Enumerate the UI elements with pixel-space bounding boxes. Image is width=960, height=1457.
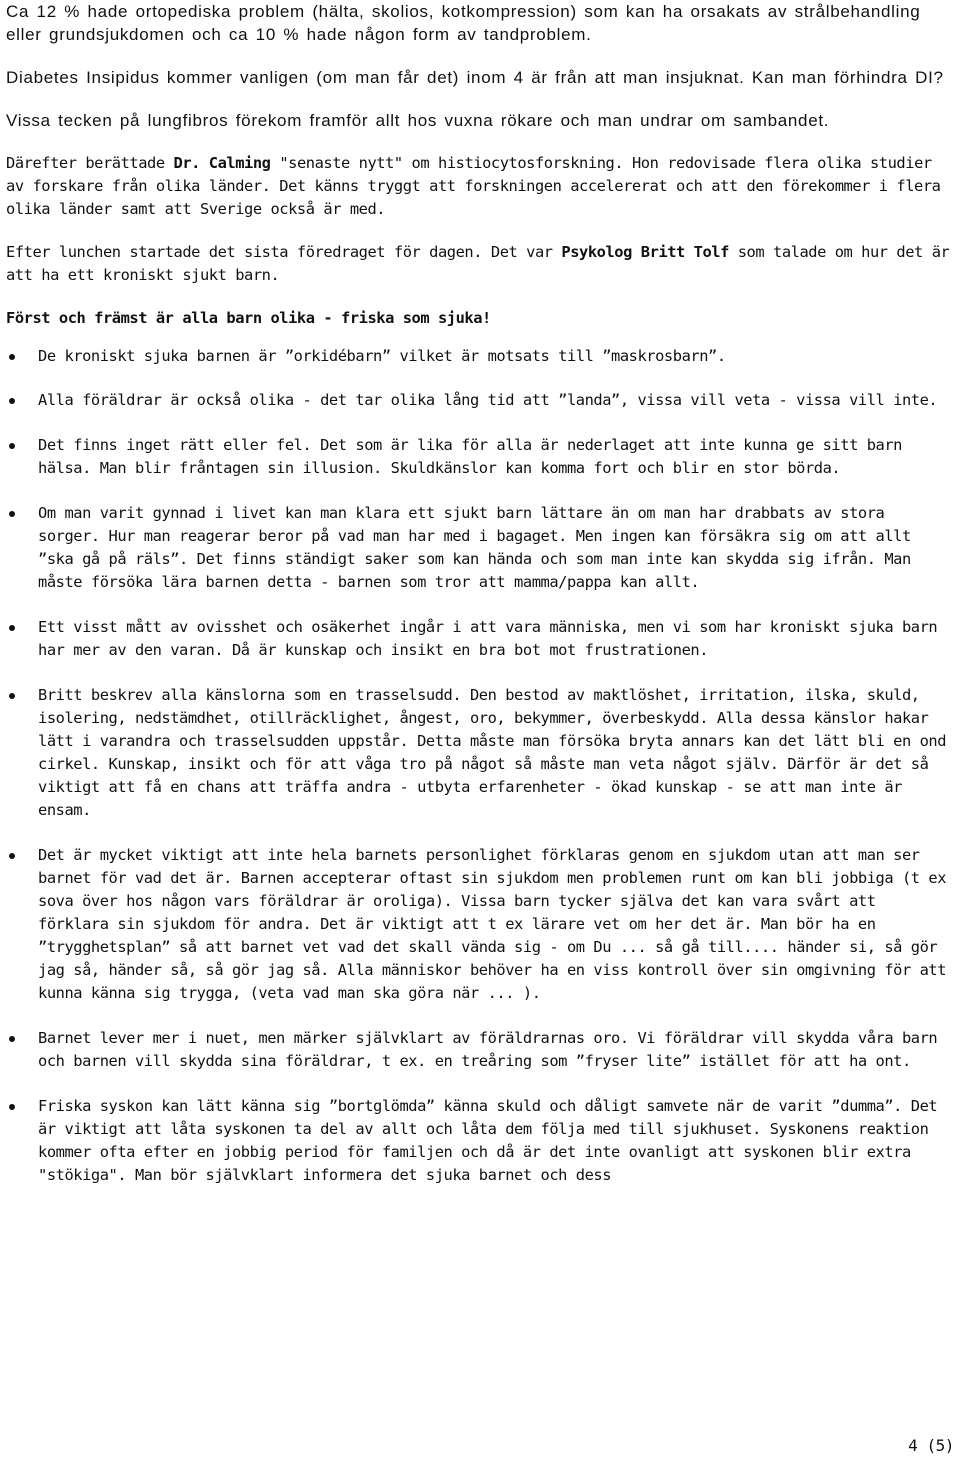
paragraph-ortopediska: Ca 12 % hade ortopediska problem (hälta, skolios, kotkompression) som kan ha orsakats av strålbehandling eller grundsjukdomen och ca 10 % hade någon form av tandproblem. bbox=[6, 2, 921, 44]
document-page bbox=[6, 0, 950, 1187]
text-run: som talade om hur det är att ha ett kroniskt sjukt barn. bbox=[6, 243, 950, 284]
list-item bbox=[6, 502, 950, 594]
list-item bbox=[6, 616, 950, 662]
bullet-icon bbox=[9, 443, 15, 449]
list-item-text: Ett visst mått av ovisshet och osäkerhet ingår i att vara människa, men vi som har kroniskt sjuka barn har mer av den varan. Då är kunskap och insikt en bra bot mot frustrationen. bbox=[38, 618, 938, 659]
bullet-icon bbox=[9, 1104, 15, 1110]
list-item-text: De kroniskt sjuka barnen är ”orkidébarn” vilket är motsats till ”maskrosbarn”. bbox=[38, 347, 726, 365]
list-item-text: Britt beskrev alla känslorna som en trasselsudd. Den bestod av maktlöshet, irritation, ilska, skuld, isolering, nedstämdhet, otillräcklighet, ångest, oro, bekymmer, överbeskydd. Alla dessa känslor hakar lätt i varandra och trasselsudden uppstår. Detta måste man försöka bryta annars kan det lätt bli en ond cirkel. Kunskap, insikt och för att våga tro på något så måste man veta något själv. Därför är det så viktigt att få en chans att träffa andra - utbyta erfarenheter - ökad kunskap - se att man inte är ensam. bbox=[38, 686, 947, 819]
text-run: Därefter berättade bbox=[6, 154, 174, 172]
list-item bbox=[6, 844, 950, 1005]
list-item-text: Friska syskon kan lätt känna sig ”bortglömda” känna skuld och dåligt samvete när de varit ”dumma”. Det är viktigt att låta syskonen ta del av allt och låta dem följa med till sjukhuset. Syskonens reaktion kommer ofta efter en jobbig period för familjen och då är det inte ovanligt att syskonen blir extra "stökiga". Man bör självklart informera det sjuka barnet och dess bbox=[38, 1097, 938, 1184]
text-run: "senaste nytt" om histiocytosforskning. Hon redovisade flera olika studier av forskare från olika länder. Det känns tryggt att forskningen accelererat och att den förekommer i flera olika länder samt att Sverige också är med. bbox=[6, 154, 941, 218]
paragraph-britt-tolf bbox=[6, 241, 950, 287]
list-item-text: Det är mycket viktigt att inte hela barnets personlighet förklaras genom en sjukdom utan att man ser barnet för vad det är. Barnen accepterar oftast sin sjukdom men problemen runt om kan bli jobbiga (t ex sova över hos någon vars föräldrar är oroliga). Vissa barn tycker själva det kan vara svårt att förklara sin sjukdom för andra. Det är viktigt att t ex lärare vet om her det är. Man bör ha en ”trygghetsplan” så att barnet vet vad det skall vända sig - om Du ... så gå till.... händer si, så gör jag så, händer så, så gör jag så. Alla människor behöver ha en viss kontroll över sin omgivning för att kunna känna sig trygga, (veta vad man ska göra när ... ). bbox=[38, 846, 947, 1002]
section-heading: Först och främst är alla barn olika - friska som sjuka! bbox=[6, 309, 491, 327]
list-item-text: Det finns inget rätt eller fel. Det som är lika för alla är nederlaget att inte kunna ge sitt barn hälsa. Man blir fråntagen sin illusion. Skuldkänslor kan komma fort och blir en stor börda. bbox=[38, 436, 902, 477]
list-item-text: Alla föräldrar är också olika - det tar olika lång tid att ”landa”, vissa vill veta - vissa vill inte. bbox=[38, 391, 938, 409]
bullet-icon bbox=[9, 511, 15, 517]
list-item bbox=[6, 345, 950, 368]
bullet-icon bbox=[9, 354, 15, 360]
text-run: Efter lunchen startade det sista föredraget för dagen. Det var bbox=[6, 243, 562, 261]
list-item-text: Om man varit gynnad i livet kan man klara ett sjukt barn lättare än om man har drabbats av stora sorger. Hur man reagerar beror på vad man har med i bagaget. Men ingen kan försäkra sig om att allt ”ska gå på räls”. Det finns ständigt saker som kan hända och som man inte kan skydda sig ifrån. Man måste försöka lära barnen detta - barnen som tror att mamma/pappa kan allt. bbox=[38, 504, 911, 591]
list-item bbox=[6, 434, 950, 480]
list-item bbox=[6, 1027, 950, 1073]
list-item-text: Barnet lever mer i nuet, men märker självklart av föräldrarnas oro. Vi föräldrar vill skydda våra barn och barnen vill skydda sina föräldrar, t ex. en treåring som ”fryser lite” istället för att ha ont. bbox=[38, 1029, 938, 1070]
list-item bbox=[6, 684, 950, 822]
bullet-icon bbox=[9, 693, 15, 699]
bullet-icon bbox=[9, 853, 15, 859]
bullet-icon bbox=[9, 1036, 15, 1042]
bullet-list bbox=[6, 345, 950, 1187]
page-number: 4 (5) bbox=[908, 1436, 954, 1455]
bold-name-calming: Dr. Calming bbox=[173, 154, 271, 172]
paragraph-diabetes: Diabetes Insipidus kommer vanligen (om man får det) inom 4 är från att man insjuknat. Kan man förhindra DI? bbox=[6, 68, 944, 87]
paragraph-calming bbox=[6, 152, 950, 221]
bullet-icon bbox=[9, 398, 15, 404]
list-item bbox=[6, 389, 950, 412]
bold-name-britt-tolf: Psykolog Britt Tolf bbox=[561, 243, 729, 261]
bullet-icon bbox=[9, 625, 15, 631]
paragraph-lungfibros: Vissa tecken på lungfibros förekom framför allt hos vuxna rökare och man undrar om sambandet. bbox=[6, 111, 830, 130]
list-item bbox=[6, 1095, 950, 1187]
